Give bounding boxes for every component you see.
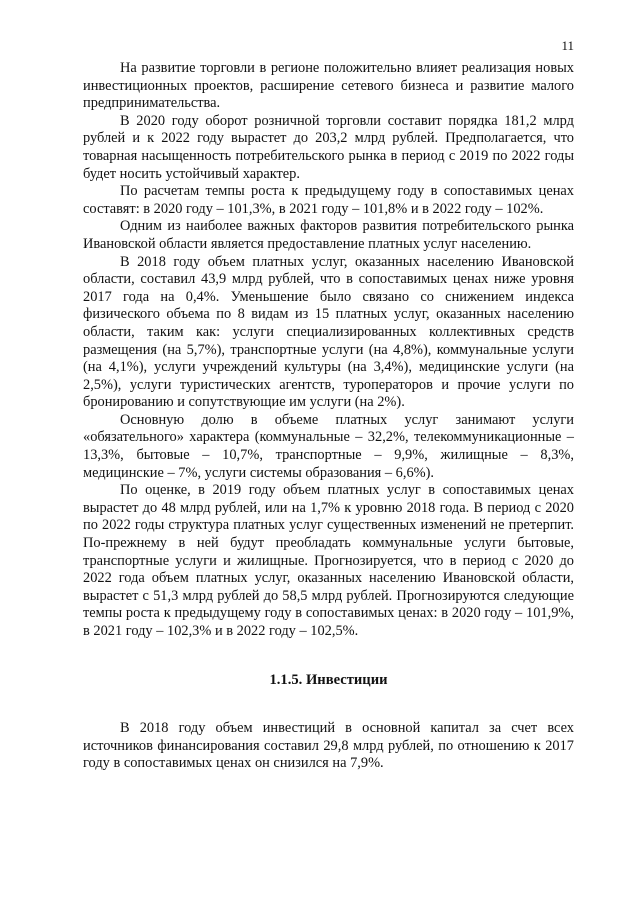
paragraph: В 2018 году объем инвестиций в основной капитал за счет всех источников финансирования составил 29,8 млрд рублей, по отношению к 2017 году в сопоставимых ценах он снизился на 7,9%. — [83, 720, 574, 772]
paragraph: На развитие торговли в регионе положительно влияет реализация новых инвестиционных проектов, расширение сетевого бизнеса и развитие малого предпринимательства. — [83, 60, 574, 112]
paragraph: В 2020 году оборот розничной торговли составит порядка 181,2 млрд рублей и к 2022 году вырастет до 203,2 млрд рублей. Предполагается, что товарная насыщенность потребительского рынка в период с 2019 по 2022 годы будет носить устойчивый характер. — [83, 112, 574, 182]
paragraph: В 2018 году объем платных услуг, оказанных населению Ивановской области, составил 43,9 млрд рублей, что в сопоставимых ценах ниже уровня 2017 года на 0,4%. Уменьшение было связано со снижением индекса физического объема по 8 видам из 15 платных услуг, оказанных населению области, таким как: услуги специализированных коллективных средств размещения (на 5,7%), транспортные услуги (на 4,8%), коммунальные услуги (на 4,1%), услуги учреждений культуры (на 3,4%), медицинские услуги (на 2,5%), услуги туристических агентств, туроператоров и прочие услуги по бронированию и сопутствующие им услуги (на 2%). — [83, 253, 574, 411]
paragraph: По расчетам темпы роста к предыдущему году в сопоставимых ценах составят: в 2020 году – 101,3%, в 2021 году – 101,8% и в 2022 году – 102%. — [83, 183, 574, 217]
paragraph: Одним из наиболее важных факторов развития потребительского рынка Ивановской области является предоставление платных услуг населению. — [83, 218, 574, 252]
section-heading: 1.1.5. Инвестиции — [269, 671, 388, 688]
paragraph: Основную долю в объеме платных услуг занимают услуги «обязательного» характера (коммунальные – 32,2%, телекоммуникационные – 13,3%, бытовые – 10,7%, транспортные – 9,9%, жилищные – 8,3%, медицинские – 7%, услуги системы образования – 6,6%). — [83, 411, 574, 481]
page-content — [83, 60, 574, 773]
paragraph: По оценке, в 2019 году объем платных услуг в сопоставимых ценах вырастет до 48 млрд рублей, или на 1,7% к уровню 2018 года. В период с 2020 по 2022 годы структура платных услуг существенных изменений не претерпит. По-прежнему в ней будут преобладать коммунальные услуги бытовые, транспортные услуги и жилищные. Прогнозируется, что в период с 2020 до 2022 года объем платных услуг, оказанных населению Ивановской области, вырастет с 51,3 млрд рублей до 58,5 млрд рублей. Прогнозируются следующие темпы роста к предыдущему году в сопоставимых ценах: в 2020 году – 101,9%, в 2021 году – 102,3% и в 2022 году – 102,5%. — [83, 482, 574, 639]
page-number: 11 — [561, 38, 574, 53]
